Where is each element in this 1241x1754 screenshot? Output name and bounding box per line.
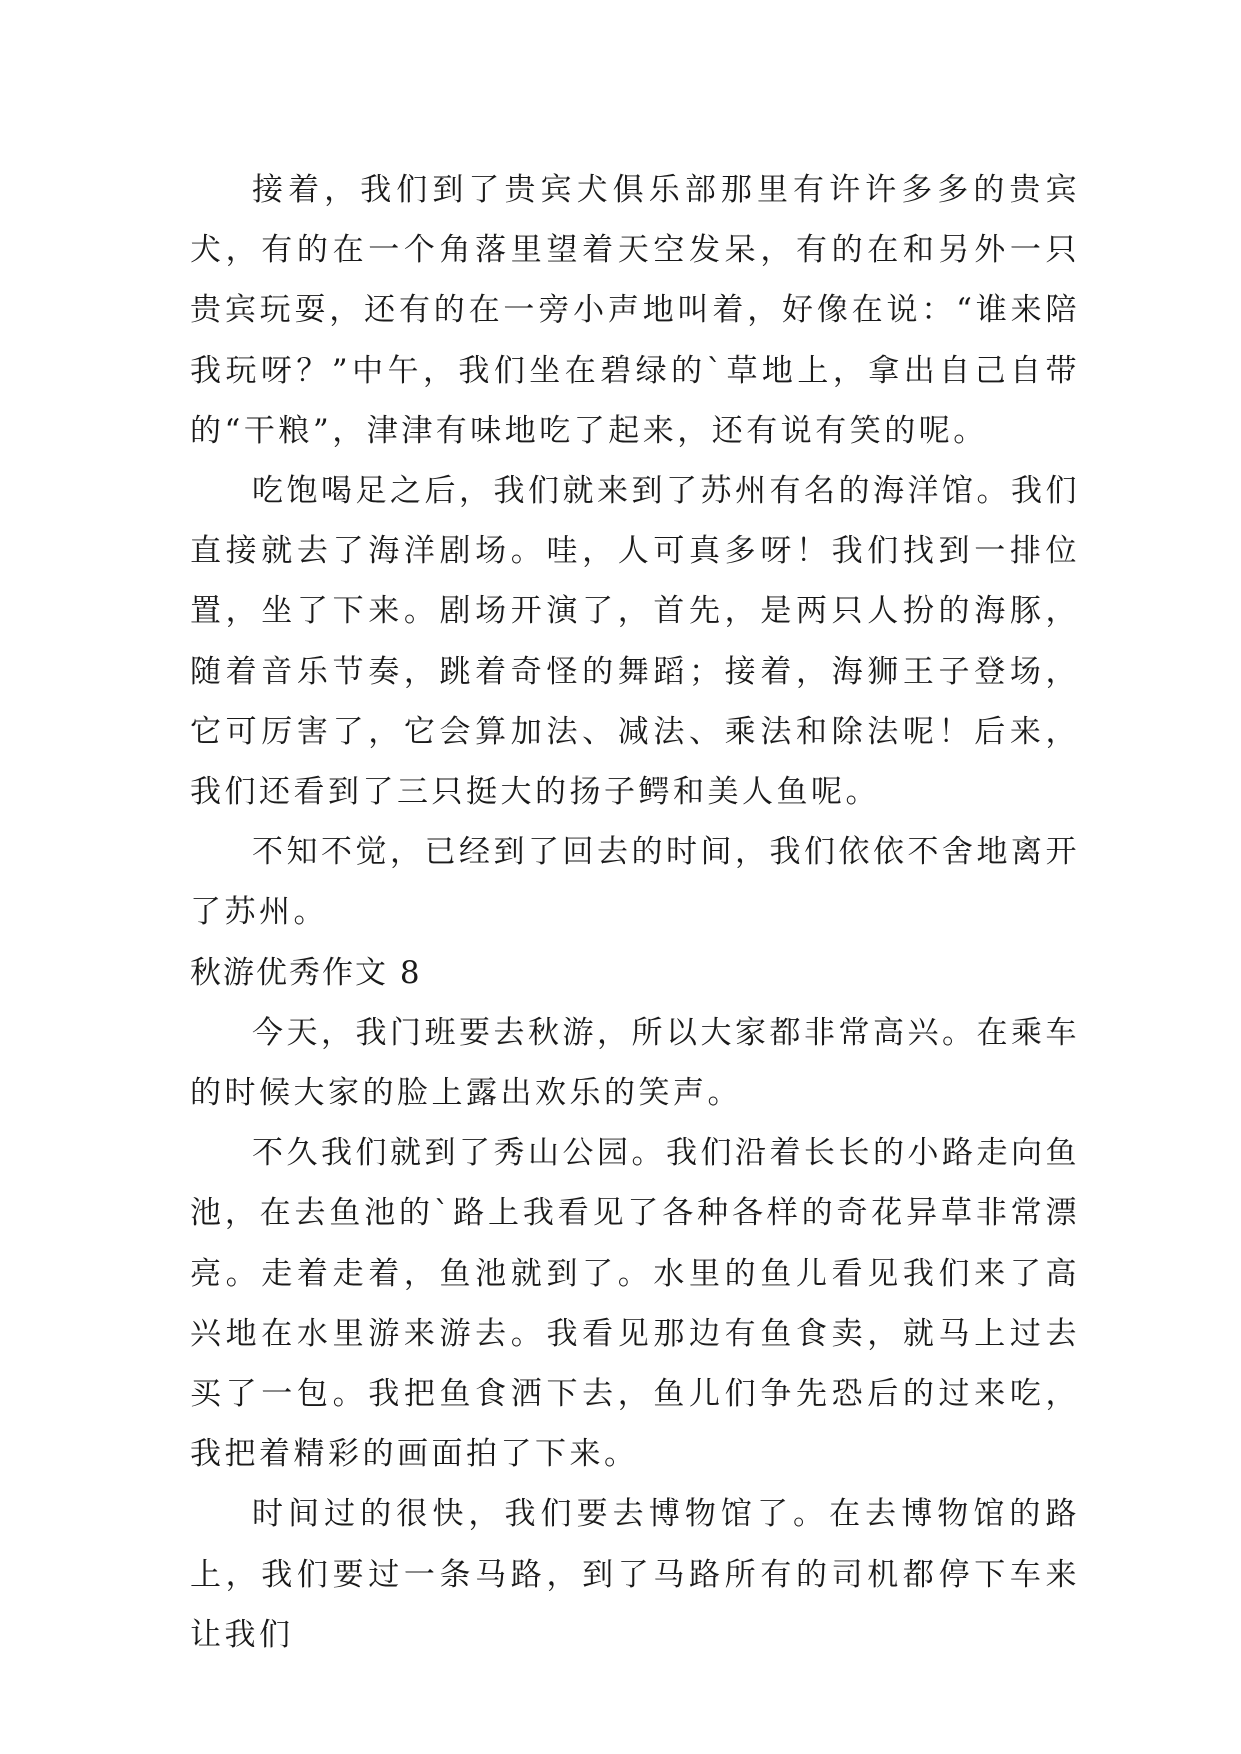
document-body [190,160,1080,1665]
essay-heading: 秋游优秀作文 8 [190,954,422,991]
paragraph-poodle-club: 接着，我们到了贵宾犬俱乐部那里有许许多多的贵宾犬，有的在一个角落里望着天空发呆，有的在和另外一只贵宾玩耍，还有的在一旁小声地叫着，好像在说：“谁来陪我玩呀？”中午，我们坐在碧绿的`草地上，拿出自己自带的“干粮”，津津有味地吃了起来，还有说有笑的呢。 [190,172,1080,449]
paragraph-autumn-trip: 今天，我门班要去秋游，所以大家都非常高兴。在乘车的时候大家的脸上露出欢乐的笑声。 [190,1014,1080,1112]
paragraph-fish-pond: 不久我们就到了秀山公园。我们沿着长长的小路走向鱼池，在去鱼池的`路上我看见了各种各样的奇花异草非常漂亮。走着走着，鱼池就到了。水里的鱼儿看见我们来了高兴地在水里游来游去。我看见那边有鱼食卖，就马上过去买了一包。我把鱼食洒下去，鱼儿们争先恐后的过来吃，我把着精彩的画面拍了下来。 [190,1135,1080,1473]
paragraph-leaving-suzhou: 不知不觉，已经到了回去的时间，我们依依不舍地离开了苏州。 [190,834,1080,931]
paragraph-aquarium: 吃饱喝足之后，我们就来到了苏州有名的海洋馆。我们直接就去了海洋剧场。哇，人可真多呀！我们找到一排位置，坐了下来。剧场开演了，首先，是两只人扮的海豚，随着音乐节奏，跳着奇怪的舞蹈；接着，海狮王子登场，它可厉害了，它会算加法、减法、乘法和除法呢！后来，我们还看到了三只挺大的扬子鳄和美人鱼呢。 [190,473,1080,811]
paragraph-museum: 时间过的很快，我们要去博物馆了。在去博物馆的路上，我们要过一条马路，到了马路所有的司机都停下车来让我们 [190,1496,1080,1653]
